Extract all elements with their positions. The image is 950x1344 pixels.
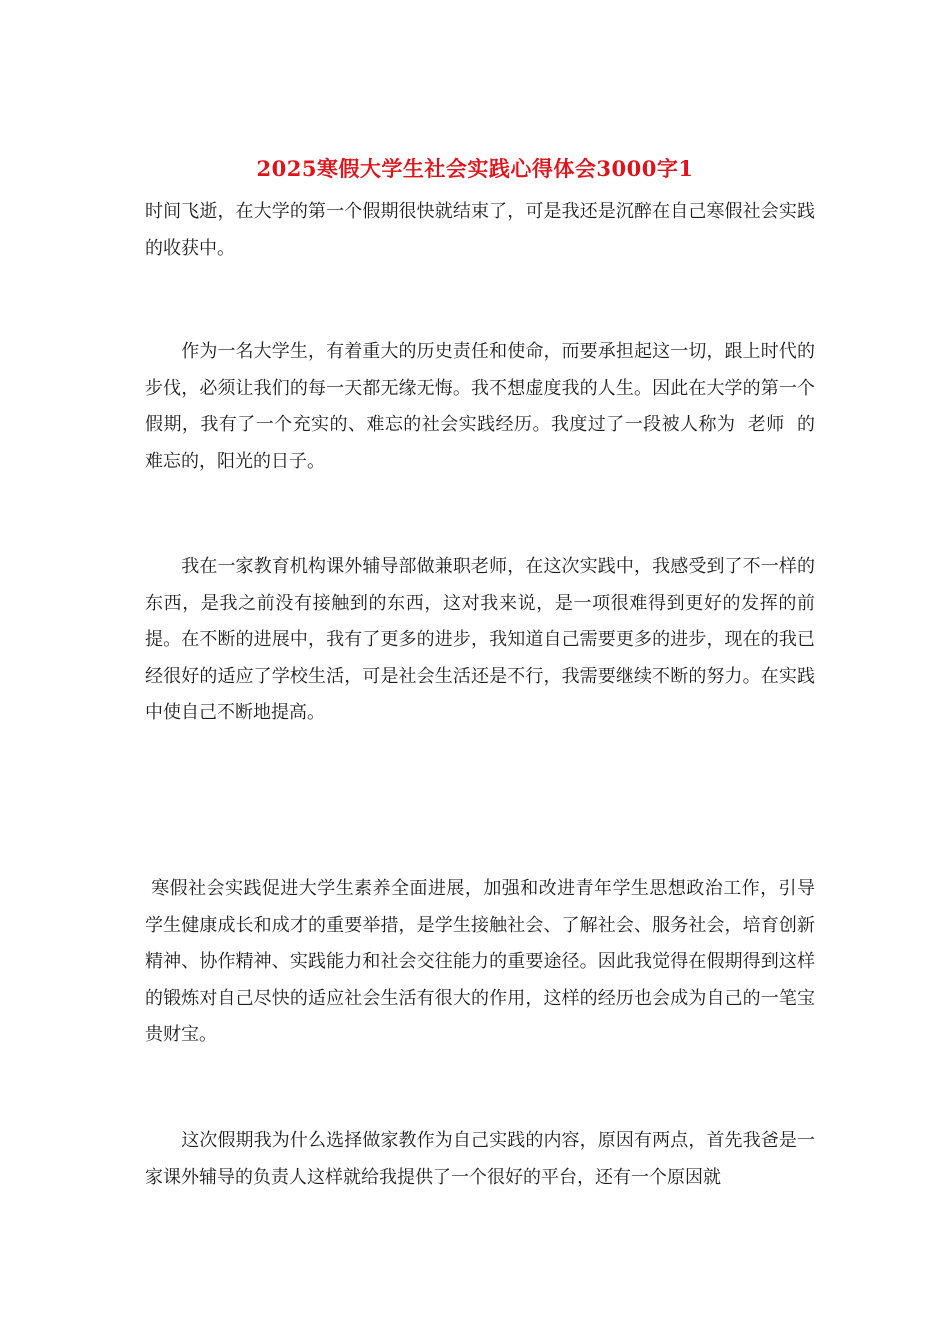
document-title: 2025寒假大学生社会实践心得体会3000字1 — [256, 156, 694, 181]
paragraph-1: 时间飞逝，在大学的第一个假期很快就结束了，可是我还是沉醉在自己寒假社会实践的收获中。 — [145, 201, 815, 259]
paragraph-3: 我在一家教育机构课外辅导部做兼职老师，在这次实践中，我感受到了不一样的东西，是我之前没有接触到的东西，这对我来说，是一项很难得到更好的发挥的前提。在不断的进展中，我有了更多的进步，我知道自己需要更多的进步，现在的我已经很好的适应了学校生活，可是社会生活还是不行，我需要继续不断的努力。在实践中使自己不断地提高。 — [145, 556, 815, 723]
paragraph-5: 这次假期我为什么选择做家教作为自己实践的内容，原因有两点，首先我爸是一家课外辅导的负责人这样就给我提供了一个很好的平台，还有一个原因就 — [145, 1130, 815, 1188]
paragraph-2: 作为一名大学生，有着重大的历史责任和使命，而要承担起这一切，跟上时代的步伐，必须让我们的每一天都无缘无悔。我不想虚度我的人生。因此在大学的第一个假期，我有了一个充实的、难忘的社会实践经历。我度过了一段被人称为 老师 的难忘的，阳光的日子。 — [145, 341, 815, 472]
paragraph-4: 寒假社会实践促进大学生素养全面进展，加强和改进青年学生思想政治工作，引导学生健康成长和成才的重要举措，是学生接触社会、了解社会、服务社会，培育创新精神、协作精神、实践能力和社会交往能力的重要途径。因此我觉得在假期得到这样的锻炼对自己尽快的适应社会生活有很大的作用，这样的经历也会成为自己的一笔宝贵财宝。 — [145, 878, 815, 1045]
